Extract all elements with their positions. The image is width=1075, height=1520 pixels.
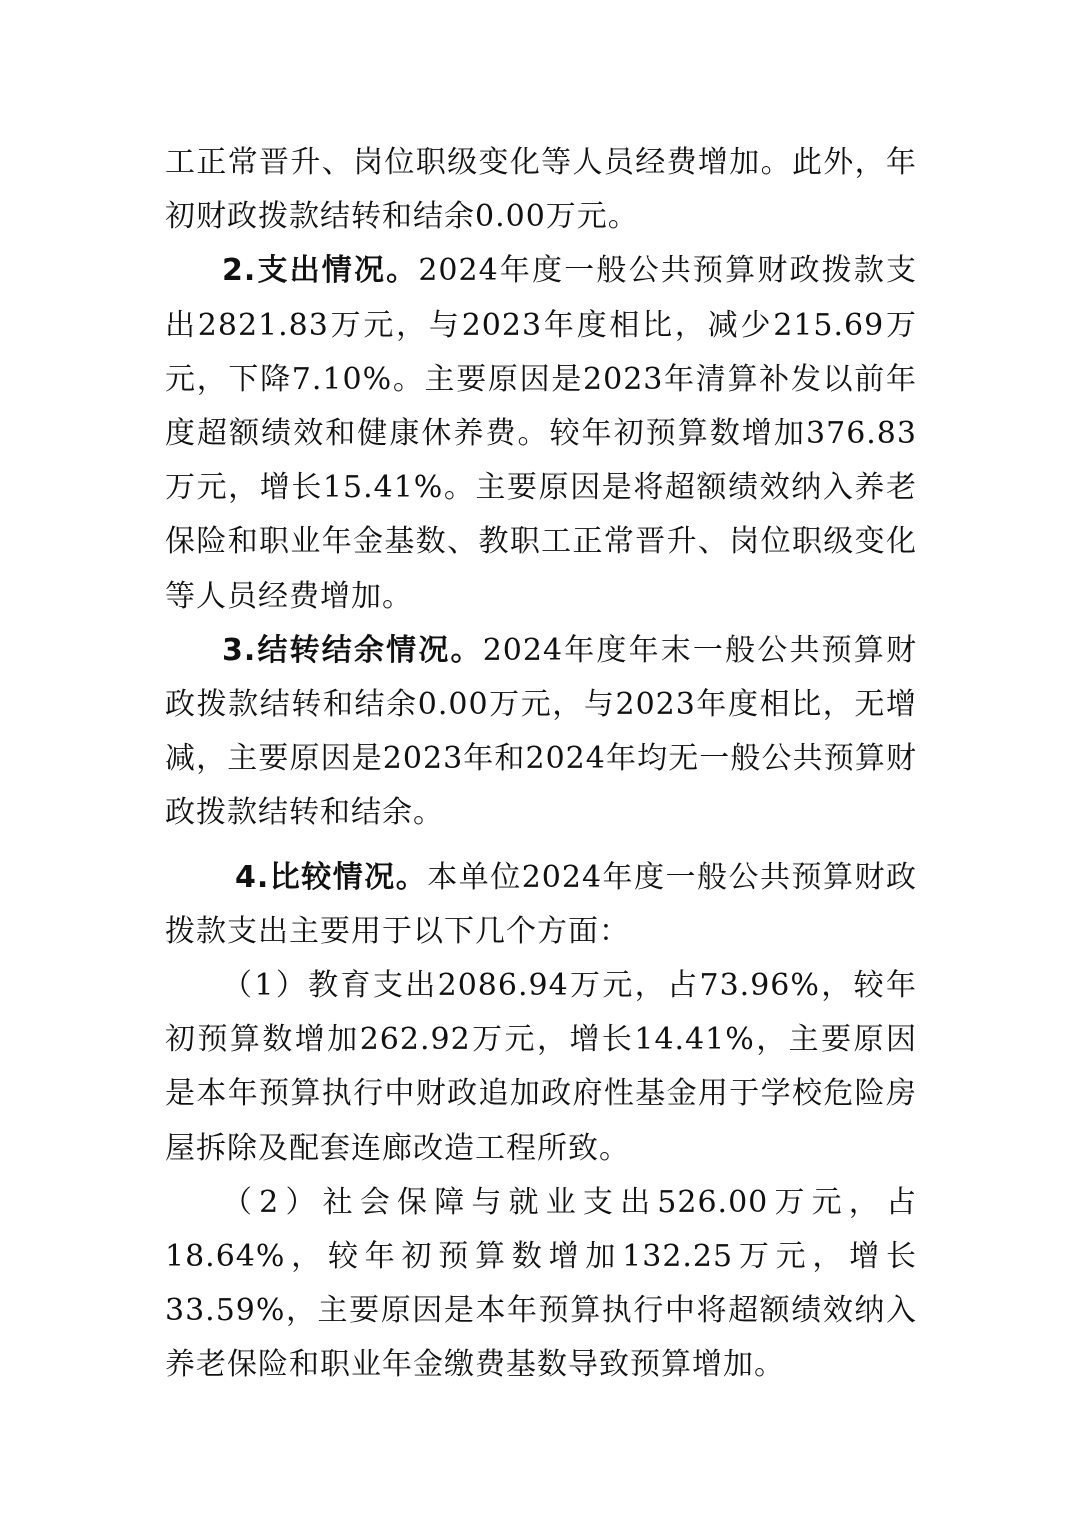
paragraph-text: 2024年度一般公共预算财政拨款支出2821.83万元，与2023年度相比，减少215.69万元，下降7.10%。主要原因是2023年清算补发以前年度超额绩效和健康休养费。较年初预算数增加376.83万元，增长15.41%。主要原因是将超额绩效纳入养老保险和职业年金基数、教职工正常晋升、岗位职级变化等人员经费增加。 [165, 253, 917, 614]
paragraph-text: （2）社会保障与就业支出526.00万元，占18.64%，较年初预算数增加132.25万元，增长33.59%，主要原因是本年预算执行中将超额绩效纳入养老保险和职业年金缴费基数导致预算增加。 [165, 1184, 917, 1383]
paragraph-education [165, 959, 917, 1176]
paragraph-social-security [165, 1176, 917, 1393]
paragraph-text: 工正常晋升、岗位职级变化等人员经费增加。此外，年初财政拨款结转和结余0.00万元。 [165, 145, 917, 235]
section-heading-comparison: 4.比较情况。 [235, 859, 428, 895]
paragraph-continued [165, 136, 917, 244]
paragraph-expenditure [165, 244, 917, 623]
paragraph-comparison [165, 851, 917, 959]
section-heading-expenditure: 2.支出情况。 [222, 253, 419, 289]
paragraph-text: 本单位2024年度一般公共预算财政拨款支出主要用于以下几个方面： [165, 859, 917, 949]
paragraph-text: 2024年度年末一般公共预算财政拨款结转和结余0.00万元，与2023年度相比，无增减，主要原因是2023年和2024年均无一般公共预算财政拨款结转和结余。 [165, 632, 917, 831]
paragraph-text: （1）教育支出2086.94万元，占73.96%，较年初预算数增加262.92万元，增长14.41%，主要原因是本年预算执行中财政追加政府性基金用于学校危险房屋拆除及配套连廊改造工程所致。 [165, 968, 917, 1166]
document-body [165, 136, 917, 1393]
section-heading-carryover: 3.结转结余情况。 [222, 632, 483, 668]
paragraph-carryover [165, 624, 917, 841]
